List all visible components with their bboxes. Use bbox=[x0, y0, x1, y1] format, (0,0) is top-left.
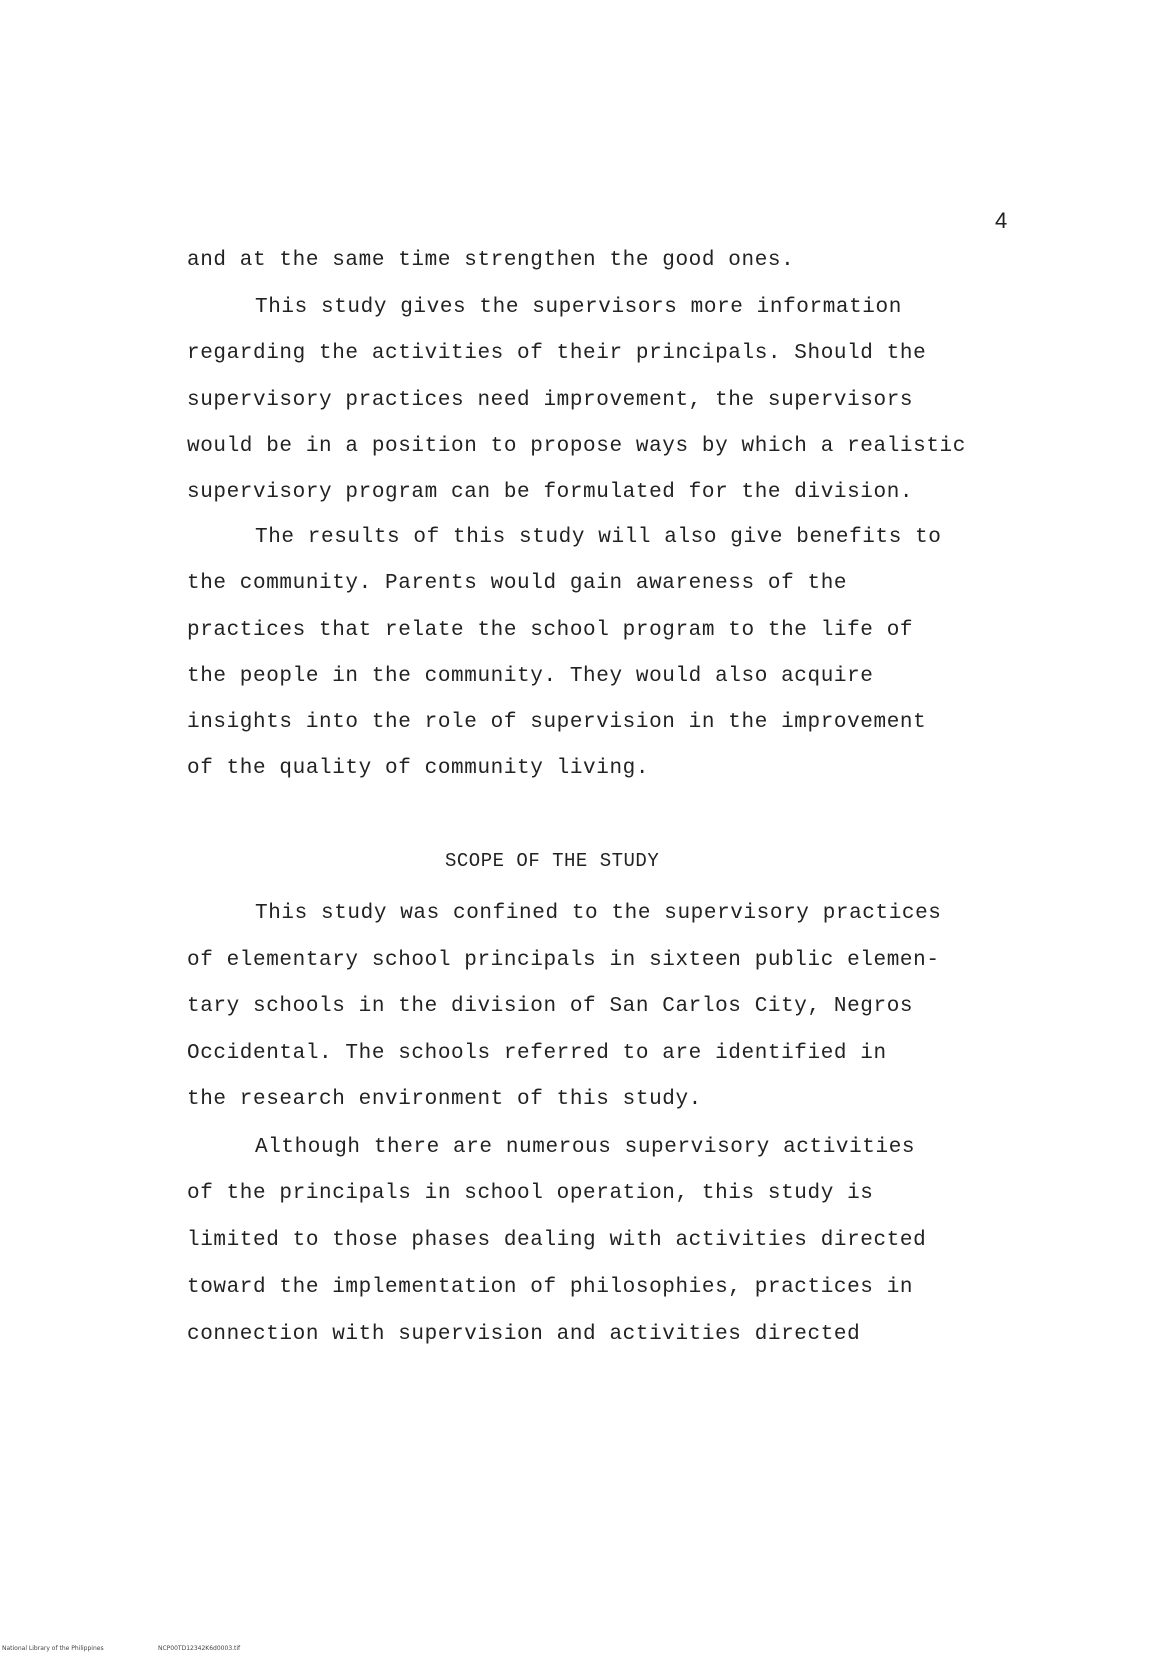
text-line: the people in the community. They would also acquire bbox=[187, 665, 874, 688]
footer-file-id: NCP00TD12342K6d0003.tif bbox=[158, 1645, 241, 1652]
section-heading: SCOPE OF THE STUDY bbox=[445, 850, 660, 872]
text-line: This study was confined to the supervisory practices bbox=[255, 902, 942, 925]
text-line: Although there are numerous supervisory activities bbox=[255, 1136, 916, 1159]
text-line: limited to those phases dealing with activities directed bbox=[187, 1229, 927, 1252]
text-line: practices that relate the school program to the life of bbox=[187, 619, 914, 642]
footer-library-name: National Library of the Philippines bbox=[2, 1645, 104, 1652]
text-line: supervisory practices need improvement, the supervisors bbox=[187, 389, 914, 412]
text-line: Occidental. The schools referred to are identified in bbox=[187, 1042, 887, 1065]
text-line: regarding the activities of their principals. Should the bbox=[187, 342, 927, 365]
text-line: supervisory program can be formulated for the division. bbox=[187, 481, 914, 504]
text-line: The results of this study will also give benefits to bbox=[255, 526, 942, 549]
text-line: insights into the role of supervision in the improvement bbox=[187, 711, 927, 734]
text-line: of elementary school principals in sixteen public elemen- bbox=[187, 949, 940, 972]
text-line: toward the implementation of philosophies, practices in bbox=[187, 1276, 914, 1299]
text-line: the research environment of this study. bbox=[187, 1088, 702, 1111]
text-line: would be in a position to propose ways by which a realistic bbox=[187, 435, 966, 458]
text-line: tary schools in the division of San Carlos City, Negros bbox=[187, 995, 914, 1018]
text-line: This study gives the supervisors more information bbox=[255, 296, 902, 319]
text-line: connection with supervision and activities directed bbox=[187, 1323, 861, 1346]
text-line: and at the same time strengthen the good ones. bbox=[187, 249, 795, 272]
page-number: 4 bbox=[995, 208, 1008, 233]
text-line: the community. Parents would gain awareness of the bbox=[187, 572, 848, 595]
text-line: of the quality of community living. bbox=[187, 757, 650, 780]
text-line: of the principals in school operation, this study is bbox=[187, 1182, 874, 1205]
